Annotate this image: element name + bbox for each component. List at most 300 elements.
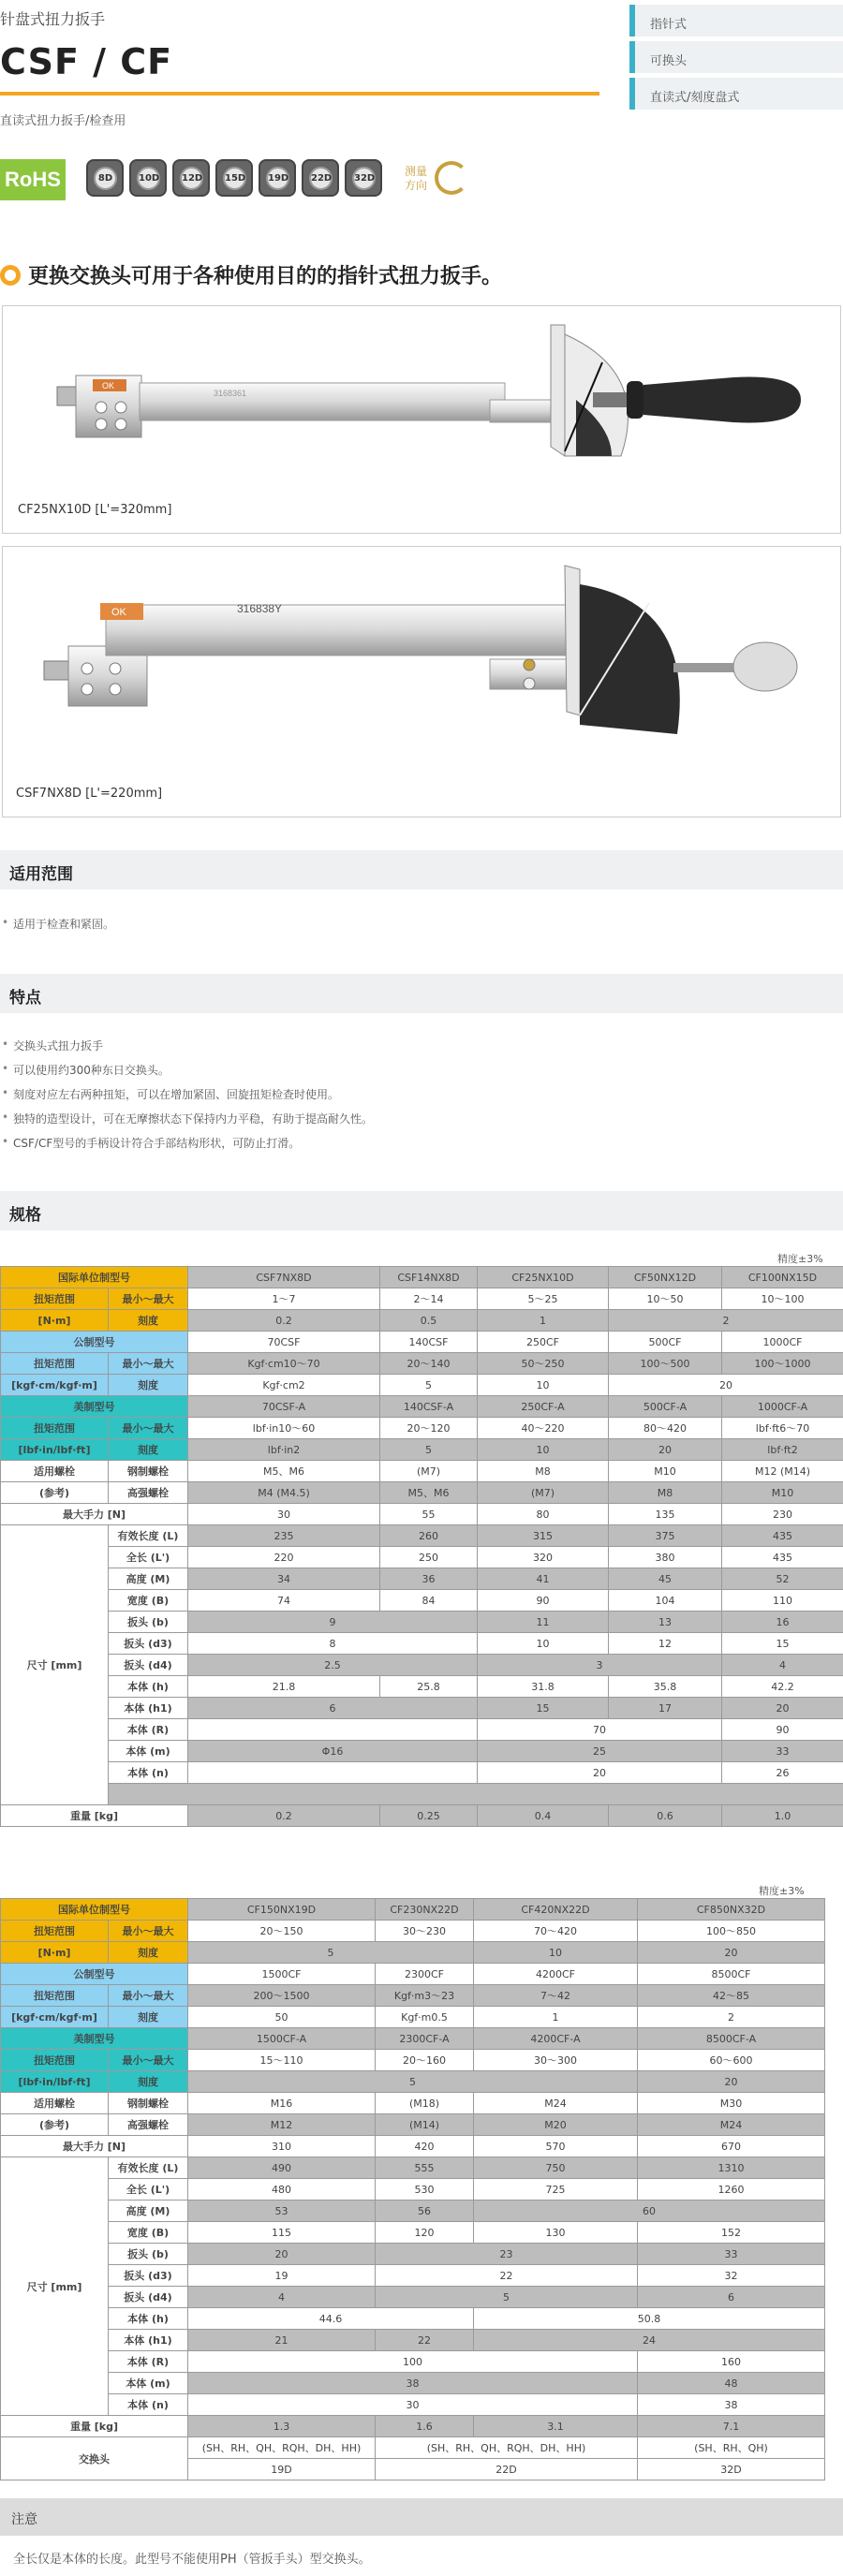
- wrench-image-cf25: [3, 306, 840, 493]
- title-underline: [0, 92, 599, 96]
- table-cell: 60～600: [638, 2050, 825, 2071]
- table-cell: 44.6: [188, 2308, 474, 2330]
- table-cell: 刻度: [109, 1942, 188, 1964]
- table-cell: 全长 (L'): [109, 1547, 188, 1568]
- table-cell: 250: [380, 1547, 478, 1568]
- table-cell: 本体 (R): [109, 2351, 188, 2373]
- table-cell: 32: [638, 2265, 825, 2287]
- table-cell: 美制型号: [1, 2028, 188, 2050]
- table-cell: 全长 (L'): [109, 2179, 188, 2201]
- table-row: [1, 1964, 825, 1985]
- table-cell: CF150NX19D: [188, 1899, 376, 1921]
- table-cell: 10: [474, 1942, 638, 1964]
- table-cell: 17: [609, 1698, 722, 1719]
- table-cell: 本体 (h1): [109, 1698, 188, 1719]
- table-cell: 4: [722, 1655, 843, 1676]
- precision-note: 精度±3%: [777, 1253, 823, 1265]
- table-cell: 8500CF: [638, 1964, 825, 1985]
- table-cell: 250CF-A: [478, 1396, 609, 1418]
- table-row: [1, 1762, 843, 1784]
- table-cell: 490: [188, 2157, 376, 2179]
- table-cell: 本体 (R): [109, 1719, 188, 1741]
- table-cell: 钢制螺栓: [109, 2093, 188, 2114]
- table-cell: 本体 (h1): [109, 2330, 188, 2351]
- table-cell: CSF7NX8D: [188, 1267, 380, 1288]
- table-cell: 104: [609, 1590, 722, 1612]
- table-cell: M24: [474, 2093, 638, 2114]
- table-cell: 2300CF-A: [376, 2028, 474, 2050]
- table-cell: 500CF-A: [609, 1396, 722, 1418]
- table-cell: [N·m]: [1, 1942, 109, 1964]
- table-cell: 750: [474, 2157, 638, 2179]
- table-cell: 1: [478, 1310, 609, 1332]
- table-cell: 45: [609, 1568, 722, 1590]
- table-cell: [188, 1762, 478, 1784]
- table-cell: 70CSF: [188, 1332, 380, 1353]
- table-cell: 24: [474, 2330, 825, 2351]
- table-cell: 53: [188, 2201, 376, 2222]
- table-row: [1, 2136, 825, 2157]
- table-cell: 适用螺栓: [1, 1461, 109, 1482]
- table-row: [1, 1418, 843, 1439]
- table-cell: 6: [638, 2287, 825, 2308]
- headline: 更换交换头可用于各种使用目的的指针式扭力扳手。: [0, 260, 502, 289]
- table-cell: 3: [478, 1655, 722, 1676]
- table-cell: M4 (M4.5): [188, 1482, 380, 1504]
- table-cell: 19D: [188, 2459, 376, 2480]
- table-cell: 1000CF-A: [722, 1396, 843, 1418]
- socket-12d-icon: 12D: [172, 159, 210, 197]
- table-cell: Kgf·cm2: [188, 1375, 380, 1396]
- table-cell: 刻度: [109, 1375, 188, 1396]
- table-cell: 42～85: [638, 1985, 825, 2007]
- table-cell: 30～230: [376, 1921, 474, 1942]
- table-cell: 最大手力 [N]: [1, 2136, 188, 2157]
- table-row: [1, 1461, 843, 1482]
- table-cell: 扳头 (d3): [109, 2265, 188, 2287]
- nav-item-interchangeable[interactable]: 可换头: [629, 41, 843, 73]
- table-cell: 500CF: [609, 1332, 722, 1353]
- table-cell: 41: [478, 1568, 609, 1590]
- table-cell: CF420NX22D: [474, 1899, 638, 1921]
- table-cell: 570: [474, 2136, 638, 2157]
- table-cell: 高强螺栓: [109, 2114, 188, 2136]
- table-cell: 12: [609, 1633, 722, 1655]
- table-cell: 4200CF: [474, 1964, 638, 1985]
- table-cell: 本体 (n): [109, 2394, 188, 2416]
- table-row: [1, 2222, 825, 2244]
- table-cell: 8500CF-A: [638, 2028, 825, 2050]
- table-cell: 20: [638, 1942, 825, 1964]
- table-cell: 扳头 (b): [109, 2244, 188, 2265]
- table-cell: 315: [478, 1525, 609, 1547]
- table-cell: 48: [638, 2373, 825, 2394]
- table-cell: 1.6: [376, 2416, 474, 2437]
- table-cell: 20: [638, 2071, 825, 2093]
- table-cell: 重量 [kg]: [1, 2416, 188, 2437]
- table-row: [1, 2287, 825, 2308]
- table-cell: [lbf·in/lbf·ft]: [1, 2071, 109, 2093]
- table-cell: (SH、RH、QH、RQH、DH、HH): [188, 2437, 376, 2459]
- table-cell: 110: [722, 1590, 843, 1612]
- section-header-features: 特点: [0, 974, 843, 1013]
- table-cell: CF230NX22D: [376, 1899, 474, 1921]
- table-cell: 20: [188, 2244, 376, 2265]
- photo-caption-csf7: CSF7NX8D [L'=220mm]: [16, 787, 163, 801]
- socket-15d-icon: 15D: [215, 159, 253, 197]
- table-cell: 10: [478, 1375, 609, 1396]
- table-cell: 最小～最大: [109, 1921, 188, 1942]
- table-row: [1, 2028, 825, 2050]
- table-cell: 扭矩范围: [1, 2050, 109, 2071]
- bullet-circle-icon: [0, 265, 21, 286]
- feature-item: • 交换头式扭力扳手: [13, 1038, 103, 1053]
- table-cell: 310: [188, 2136, 376, 2157]
- table-cell: 适用螺栓: [1, 2093, 109, 2114]
- table-cell: 刻度: [109, 2007, 188, 2028]
- table-cell: CSF14NX8D: [380, 1267, 478, 1288]
- table-cell: 交换头: [1, 2437, 188, 2480]
- table-cell: 23: [376, 2244, 638, 2265]
- table-cell: 5: [376, 2287, 638, 2308]
- table-cell: 2: [638, 2007, 825, 2028]
- scope-item: • 适用于检查和紧固。: [13, 916, 114, 932]
- table-row: [1, 2351, 825, 2373]
- table-cell: 19: [188, 2265, 376, 2287]
- table-cell: 最小～最大: [109, 1288, 188, 1310]
- table-cell: 140CSF-A: [380, 1396, 478, 1418]
- table-cell: 最小～最大: [109, 2050, 188, 2071]
- table-cell: 20: [609, 1375, 843, 1396]
- table-row: [1, 2071, 825, 2093]
- table-row: [1, 1504, 843, 1525]
- table-row: [1, 2179, 825, 2201]
- table-row: [1, 2007, 825, 2028]
- table-cell: 380: [609, 1547, 722, 1568]
- table-cell: 1.0: [722, 1805, 843, 1827]
- socket-32d-icon: 32D: [345, 159, 382, 197]
- table-row: [1, 2114, 825, 2136]
- table-row: [1, 1590, 843, 1612]
- table-row: [1, 1633, 843, 1655]
- rotation-direction-icon: [435, 161, 468, 195]
- table-row: [1, 1921, 825, 1942]
- socket-8d-icon: 8D: [86, 159, 124, 197]
- table-cell: 2.5: [188, 1655, 478, 1676]
- table-row: [1, 1332, 843, 1353]
- table-cell: M16: [188, 2093, 376, 2114]
- wrench-image-csf7: [3, 547, 840, 772]
- table-cell: 320: [478, 1547, 609, 1568]
- table-row: [1, 2416, 825, 2437]
- table-row: [1, 2244, 825, 2265]
- table-cell: [kgf·cm/kgf·m]: [1, 1375, 109, 1396]
- table-cell: 100: [188, 2351, 638, 2373]
- table-cell: 1260: [638, 2179, 825, 2201]
- table-cell: 530: [376, 2179, 474, 2201]
- table-cell: 扭矩范围: [1, 1921, 109, 1942]
- table-row: [1, 1899, 825, 1921]
- table-cell: 32D: [638, 2459, 825, 2480]
- table-cell: [188, 1719, 478, 1741]
- table-cell: 55: [380, 1504, 478, 1525]
- table-cell: M5、M6: [188, 1461, 380, 1482]
- product-photo-csf7: [2, 546, 841, 817]
- table-row: [1, 1568, 843, 1590]
- table-row: [1, 1353, 843, 1375]
- table-cell: 22D: [376, 2459, 638, 2480]
- table-cell: Kgf·m0.5: [376, 2007, 474, 2028]
- table-cell: [kgf·cm/kgf·m]: [1, 2007, 109, 2028]
- table-cell: 8: [188, 1633, 478, 1655]
- feature-item: • 可以使用约300种东日交换头。: [13, 1062, 170, 1078]
- table-cell: 435: [722, 1525, 843, 1547]
- table-cell: 5: [380, 1375, 478, 1396]
- table-cell: 扭矩范围: [1, 1288, 109, 1310]
- table-cell: 美制型号: [1, 1396, 188, 1418]
- table-cell: 21.8: [188, 1676, 380, 1698]
- socket-19d-icon: 19D: [259, 159, 296, 197]
- table-cell: 33: [638, 2244, 825, 2265]
- svg-text:316838Y: 316838Y: [237, 602, 283, 615]
- table-cell: 刻度: [109, 2071, 188, 2093]
- table-cell: 135: [609, 1504, 722, 1525]
- table-cell: 重量 [kg]: [1, 1805, 188, 1827]
- socket-10d-icon: 10D: [129, 159, 167, 197]
- table-cell: 5: [188, 1942, 474, 1964]
- table-cell: 最小～最大: [109, 1353, 188, 1375]
- table-cell: 最大手力 [N]: [1, 1504, 188, 1525]
- table-cell: 70～420: [474, 1921, 638, 1942]
- table-cell: 扳头 (d3): [109, 1633, 188, 1655]
- table-cell: 扭矩范围: [1, 1418, 109, 1439]
- feature-item: • 刻度对应左右两种扭矩，可以在增加紧固、回旋扭矩检查时使用。: [13, 1086, 339, 1102]
- table-row: [1, 2373, 825, 2394]
- table-cell: 50.8: [474, 2308, 825, 2330]
- table-cell: 9: [188, 1612, 478, 1633]
- table-cell: 10～50: [609, 1288, 722, 1310]
- table-row: [1, 1612, 843, 1633]
- table-cell: M10: [609, 1461, 722, 1482]
- table-cell: CF100NX15D: [722, 1267, 843, 1288]
- table-cell: 20～140: [380, 1353, 478, 1375]
- table-cell: 扳头 (d4): [109, 1655, 188, 1676]
- table-row: [1, 2157, 825, 2179]
- table-cell: 555: [376, 2157, 474, 2179]
- table-cell: M24: [638, 2114, 825, 2136]
- table-cell: 20: [478, 1762, 722, 1784]
- table-row: [1, 1310, 843, 1332]
- section-header-scope: 适用范围: [0, 850, 843, 890]
- table-cell: Kgf·m3～23: [376, 1985, 474, 2007]
- table-row: [1, 2050, 825, 2071]
- table-cell: 1500CF: [188, 1964, 376, 1985]
- table-cell: 480: [188, 2179, 376, 2201]
- table-row: [1, 1942, 825, 1964]
- table-cell: M20: [474, 2114, 638, 2136]
- table-row: [1, 1547, 843, 1568]
- nav-item-pointer[interactable]: 指针式: [629, 5, 843, 37]
- table-cell: (参考): [1, 1482, 109, 1504]
- table-cell: M12: [188, 2114, 376, 2136]
- table-cell: 90: [722, 1719, 843, 1741]
- svg-text:3168361: 3168361: [214, 389, 247, 398]
- table-cell: (SH、RH、QH): [638, 2437, 825, 2459]
- table-cell: 30: [188, 1504, 380, 1525]
- table-cell: 1.3: [188, 2416, 376, 2437]
- table-cell: 435: [722, 1547, 843, 1568]
- table-cell: (M7): [478, 1482, 609, 1504]
- table-cell: 50: [188, 2007, 376, 2028]
- table-cell: 2: [609, 1310, 843, 1332]
- svg-text:OK: OK: [111, 607, 126, 618]
- table-cell: 2～14: [380, 1288, 478, 1310]
- rohs-badge: RoHS: [0, 159, 66, 200]
- table-cell: 140CSF: [380, 1332, 478, 1353]
- table-cell: 152: [638, 2222, 825, 2244]
- table-cell: 1500CF-A: [188, 2028, 376, 2050]
- table-cell: 1000CF: [722, 1332, 843, 1353]
- table-cell: 刻度: [109, 1310, 188, 1332]
- table-row: [1, 1719, 843, 1741]
- table-cell: Kgf·cm10～70: [188, 1353, 380, 1375]
- table-cell: 38: [188, 2373, 638, 2394]
- table-cell: 最小～最大: [109, 1985, 188, 2007]
- table-cell: 本体 (h): [109, 1676, 188, 1698]
- table-cell: 10: [478, 1439, 609, 1461]
- table-row: [1, 1784, 843, 1805]
- table-cell: (SH、RH、QH、RQH、DH、HH): [376, 2437, 638, 2459]
- table-cell: Φ16: [188, 1741, 478, 1762]
- table-cell: M10: [722, 1482, 843, 1504]
- svg-text:OK: OK: [102, 381, 115, 390]
- table-row: [1, 1525, 843, 1547]
- section-header-specs: 规格: [0, 1191, 843, 1230]
- table-cell: 刻度: [109, 1439, 188, 1461]
- table-cell: 15: [722, 1633, 843, 1655]
- table-cell: 0.25: [380, 1805, 478, 1827]
- table-cell: 2300CF: [376, 1964, 474, 1985]
- table-cell: 有效长度 (L): [109, 2157, 188, 2179]
- table-row: [1, 1375, 843, 1396]
- table-row: [1, 1698, 843, 1719]
- table-cell: 40～220: [478, 1418, 609, 1439]
- table-cell: 0.5: [380, 1310, 478, 1332]
- page-subtitle: 直读式扭力扳手/检查用: [0, 114, 126, 128]
- table-cell: 120: [376, 2222, 474, 2244]
- table-cell: 21: [188, 2330, 376, 2351]
- table-cell: (M14): [376, 2114, 474, 2136]
- feature-item: • CSF/CF型号的手柄设计符合手部结构形状，可防止打滑。: [13, 1135, 300, 1151]
- table-cell: 30: [188, 2394, 638, 2416]
- table-cell: 本体 (m): [109, 1741, 188, 1762]
- table-cell: lbf·ft6～70: [722, 1418, 843, 1439]
- table-cell: CF25NX10D: [478, 1267, 609, 1288]
- table-cell: lbf·in2: [188, 1439, 380, 1461]
- table-cell: 10: [478, 1633, 609, 1655]
- table-cell: 260: [380, 1525, 478, 1547]
- table-cell: 3.1: [474, 2416, 638, 2437]
- table-cell: 70CSF-A: [188, 1396, 380, 1418]
- socket-22d-icon: 22D: [302, 159, 339, 197]
- table-row: [1, 2201, 825, 2222]
- table-cell: 38: [638, 2394, 825, 2416]
- table-cell: 100～1000: [722, 1353, 843, 1375]
- table-cell: 扭矩范围: [1, 1353, 109, 1375]
- nav-item-dial[interactable]: 直读式/刻度盘式: [629, 78, 843, 110]
- table-cell: 0.6: [609, 1805, 722, 1827]
- table-cell: 375: [609, 1525, 722, 1547]
- table-cell: 5～25: [478, 1288, 609, 1310]
- table-cell: 160: [638, 2351, 825, 2373]
- table-cell: (M18): [376, 2093, 474, 2114]
- table-cell: 220: [188, 1547, 380, 1568]
- table-cell: 5: [380, 1439, 478, 1461]
- table-cell: 31.8: [478, 1676, 609, 1698]
- table-cell: 13: [609, 1612, 722, 1633]
- table-cell: 高强螺栓: [109, 1482, 188, 1504]
- table-cell: M8: [478, 1461, 609, 1482]
- note-header: 注意: [0, 2498, 843, 2536]
- table-cell: 235: [188, 1525, 380, 1547]
- table-cell: 有效长度 (L): [109, 1525, 188, 1547]
- photo-caption-cf25: CF25NX10D [L'=320mm]: [18, 503, 172, 517]
- table-cell: lbf·in10～60: [188, 1418, 380, 1439]
- table-row: [1, 2308, 825, 2330]
- table-cell: 尺寸 [mm]: [1, 2157, 109, 2416]
- table-cell: 尺寸 [mm]: [1, 1525, 109, 1805]
- measure-direction-label: 测量方向: [405, 165, 428, 192]
- table-cell: 11: [478, 1612, 609, 1633]
- spec-table-2: [0, 1898, 825, 2480]
- table-cell: 1: [474, 2007, 638, 2028]
- table-cell: 4200CF-A: [474, 2028, 638, 2050]
- spec-table-1: [0, 1266, 843, 1827]
- table-cell: 230: [722, 1504, 843, 1525]
- table-cell: CF850NX32D: [638, 1899, 825, 1921]
- table-cell: 高度 (M): [109, 1568, 188, 1590]
- table-cell: 80: [478, 1504, 609, 1525]
- table-row: [1, 1288, 843, 1310]
- table-cell: 25.8: [380, 1676, 478, 1698]
- table-cell: 本体 (m): [109, 2373, 188, 2394]
- table-cell: 25: [478, 1741, 722, 1762]
- table-cell: lbf·ft2: [722, 1439, 843, 1461]
- note-text: 全长仅是本体的长度。此型号不能使用PH（管扳手头）型交换头。: [13, 2553, 371, 2567]
- table-cell: 115: [188, 2222, 376, 2244]
- table-cell: 本体 (n): [109, 1762, 188, 1784]
- table-cell: 宽度 (B): [109, 2222, 188, 2244]
- table-cell: 公制型号: [1, 1964, 188, 1985]
- page-title: CSF / CF: [0, 41, 173, 82]
- table-cell: 16: [722, 1612, 843, 1633]
- table-cell: 0.4: [478, 1805, 609, 1827]
- table-cell: 7～42: [474, 1985, 638, 2007]
- table-cell: 20～150: [188, 1921, 376, 1942]
- table-cell: 扳头 (b): [109, 1612, 188, 1633]
- table-cell: 7.1: [638, 2416, 825, 2437]
- table-cell: 250CF: [478, 1332, 609, 1353]
- table-cell: 10～100: [722, 1288, 843, 1310]
- table-cell: (参考): [1, 2114, 109, 2136]
- table-cell: 130: [474, 2222, 638, 2244]
- table-row: [1, 1482, 843, 1504]
- table-cell: 56: [376, 2201, 474, 2222]
- table-cell: 国际单位制型号: [1, 1267, 188, 1288]
- table-cell: M30: [638, 2093, 825, 2114]
- table-cell: 0.2: [188, 1805, 380, 1827]
- table-cell: 本体 (h): [109, 2308, 188, 2330]
